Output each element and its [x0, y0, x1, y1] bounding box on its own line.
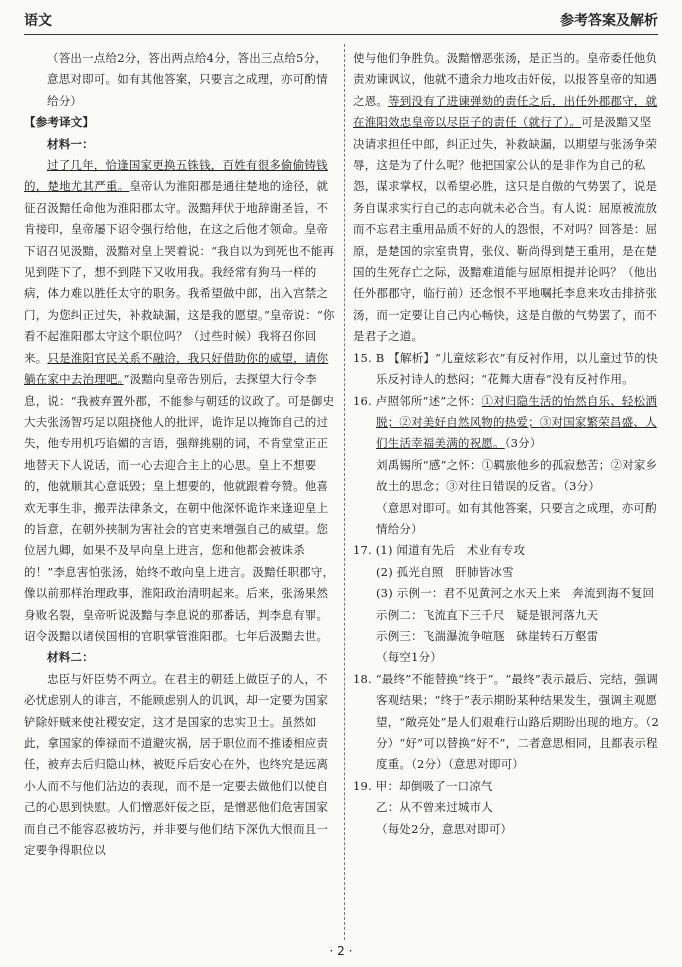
answer-19-2: 乙：从不曾来过城市人: [376, 800, 493, 815]
material-two-continued: [353, 48, 663, 348]
paragraph-text: 可是汲黯又坚决请求担任中郎，纠正过失，补救缺漏，以期望与张汤争荣辱，这是为了什么呢？他把国家公认的是非作为自己的私怨，谋求掌权，以希望必胜，这只是自傲的气势罢了，说是务自谋求实行自己的志向就未必合当。有人说：屈原被流放而不忘君主重用品质不好的人的怨恨，不对吗？回答是：屈原，是楚国的宗室贵胄，张仪、靳尚得到楚王重用，是在楚国的生死存亡之际，汲黯难道能与屈原相提并论吗？（他出任外郡郡守，临行前）还念恨不平地嘱托李息来攻击排挤张汤，而一定要让自己内心畅快，这是自傲的气势罢了，而不是君子之道。: [353, 115, 658, 344]
paragraph-text: ”汲黯向皇帝告别后，去探望大行令李息，说：“我被弃置外郡，不能参与朝廷的议政了。可是御史大夫张汤智巧足以阻挠他人的批评，诡诈足以掩饰自己的过失，他专用机巧谄媚的言语，强辩挑剔的词，不肯堂堂正正地替天下人说话，而一心去迎合主上的心思。皇上不想要的，他就顺其心意诋毁；皇上想要的，他就跟着夸赞。他喜欢无事生非，搬弄法律条文，在朝中他深怀诡诈来逢迎皇上的旨意，在朝外挟制为害社会的官吏来增强自己的威望。您位居九卿，如果不及早向皇上进言，您和他都会被诛杀的！”李息害怕张汤，始终不敢向皇上进言。汲黯任职郡守，像以前那样治理政事，淮阳政治清明起来。后来，张汤果然身败名裂，皇帝听说汲黯与李息说的那番话，判李息有罪。诏令汲黯以诸侯国相的官职掌管淮阳郡。七年后汲黯去世。: [24, 372, 335, 643]
answer-17-3: (3) 示例一：君不见黄河之水天上来 奔流到海不复回: [376, 586, 655, 601]
underlined-sentence: ①对归隐生活的怡然自乐、轻松洒脱；②对美好自然风物的热爱；③对国家繁荣昌盛、人们生活幸福美满的祝愿。: [376, 393, 658, 451]
right-column: [353, 48, 663, 840]
answer-17-4: 示例二：飞流直下三千尺 疑是银河落九天: [376, 607, 599, 622]
translation-heading: 【参考译文】: [24, 115, 95, 130]
paragraph-text: 皇帝认为淮阳郡是通往楚地的途径，就征召汲黯任命他为淮阳郡太守。汲黯拜伏于地辞谢圣旨，不肯接印，皇帝屡下诏令强行给他，在这之后他才领命。皇帝下诏召见汲黯，汲黯对皇上哭着说：“我自以为到死也不能再见到陛下了，想不到陛下又收用我。我经常有狗马一样的病，体力难以胜任太守的职务。我希望做中郎，出入宫禁之门，为您纠正过失，补救缺漏，这是我的愿望。”皇帝说：“你看不起淮阳郡太守这个职位吗？（过些时候）我将召你回来。: [24, 179, 335, 365]
header-rule: [24, 34, 658, 35]
answer-19-1: 19. 甲：却倒吸了一口凉气: [353, 778, 493, 793]
answer-17-score: （每空1分）: [376, 650, 443, 665]
underlined-sentence: 过了几年，恰逢国家更换五铢钱，百姓有很多偷偷铸钱的，楚地尤其严重。: [24, 158, 328, 194]
subject-label: 语文: [24, 13, 52, 29]
underlined-sentence: 只是淮阳官民关系不融洽，我只好借助你的威望，请你躺在家中去治理吧。: [24, 350, 329, 387]
answer-16-part-b: 刘禹锡所“感”之怀：①羁旅他乡的孤寂愁苦；②对家乡故土的思念；③对往日错误的反省。（3分）: [376, 457, 658, 494]
answer-19-score: （每处2分，意思对即可）: [376, 821, 513, 836]
material-two-paragraph: 忠臣与奸臣势不两立。在君主的朝廷上做臣子的人，不必忧虑别人的诽言，不能顾虑别人的讥讽，却一定要为国家铲除奸贼来使社稷安定，这才是国家的忠实卫士。虽然如此，拿国家的俸禄而不道避灾祸，居于职位而不推诿相应责任，被弃去后归隐山林，被贬斥后安心在外，也终究是远离小人而不与他们沾边的表现，而不是一定要去做他们以使自己的心思到快慰。人们憎恶奸佞之臣，是憎恶他们危害国家而自己不能容忍被坊污，并非要与他们结下深仇大恨而且一定要争得职位以: [24, 671, 329, 858]
scoring-note: （答出一点给2分，答出两点给4分，答出三点给5分，意思对即可。如有其他答案，只要言之成理，亦可酌情给分）: [47, 51, 328, 108]
answer-16-intro: 16. 卢照邻所“述”之怀：: [353, 393, 482, 408]
answer-17-5: 示例三：飞湍瀑流争喧豗 砯崖转石万壑雷: [376, 628, 599, 643]
answer-15: 15. B 【解析】“儿童炫彩衣”有反衬作用，以儿童过节的快乐反衬诗人的愁闷；“花舞大唐春”没有反衬作用。: [353, 350, 658, 387]
page-number: · 2 ·: [329, 944, 353, 958]
answer-18: 18. “最终”不能替换“终于”。“最终”表示最后、完结，强调客观结果；“终于”表示期盼某种结果发生，强调主观愿望，“敞亮处”是人们艰难行山路后期盼出现的地方。（2分）“好”可以替换“好不”，二者意思相同，且都表示程度重。（2分）（意思对即可）: [353, 671, 660, 772]
answer-16: [353, 391, 663, 455]
material-two-title: 材料二：: [47, 650, 94, 665]
material-one-paragraph: [24, 155, 338, 647]
answer-16-score: （3分）: [504, 436, 542, 451]
paragraph-text: 使与他们争胜负。汲黯憎恶张汤，是正当的。皇帝委任他负责劝谏讽议，他就不遗余力地攻击奸佞，以报答皇帝的知遇之恩。: [353, 51, 658, 108]
answer-16-note: （意思对即可。如有其他答案，只要言之成理，亦可酌情给分）: [376, 500, 657, 536]
answer-17-2: (2) 孤光自照 肝肺皆冰雪: [376, 564, 514, 579]
section-label: 参考答案及解析: [560, 13, 658, 29]
answer-17-1: 17. (1) 闻道有先后 术业有专攻: [353, 543, 526, 558]
column-divider: [344, 44, 345, 940]
page-header: [24, 8, 658, 30]
left-column: [24, 48, 338, 861]
underlined-sentence: 等到没有了进谏弹劾的责任之后，出任外郡郡守，就在淮阳效忠皇帝以尽臣子的责任（就行了）。: [353, 93, 658, 130]
material-one-title: 材料一：: [47, 136, 94, 151]
